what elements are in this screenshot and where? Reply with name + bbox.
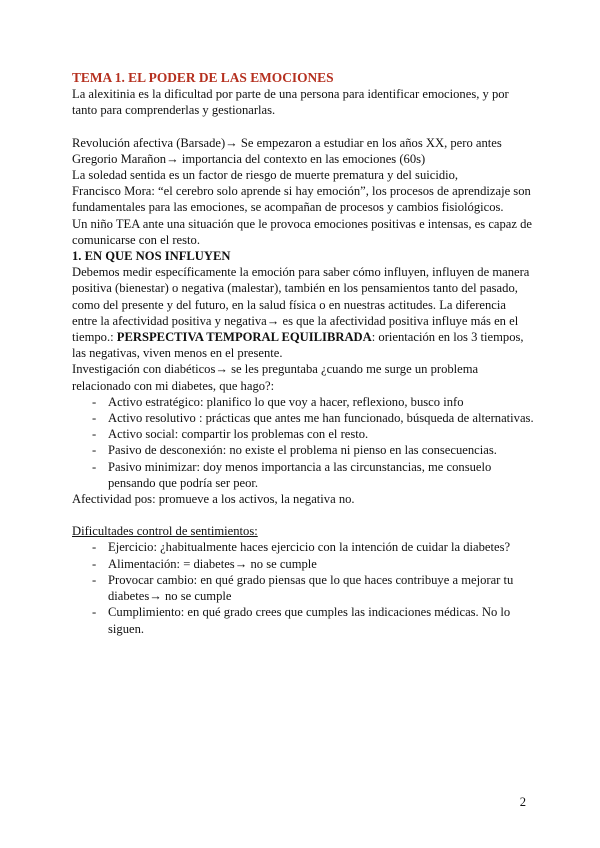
list-item: - Ejercicio: ¿habitualmente haces ejercicio con la intención de cuidar la diabetes? [92, 539, 534, 555]
paragraph-mora: Francisco Mora: “el cerebro solo aprende si hay emoción”, los procesos de aprendizaje son fundamentales para las emociones, se acompañan de procesos y cambios fisiológicos. [72, 184, 531, 215]
list-item: - Alimentación: = diabetes→ no se cumple [92, 556, 534, 572]
list-item: - Cumplimiento: en qué grado crees que cumples las indicaciones médicas. No lo siguen. [92, 604, 534, 636]
section-heading-dificultades: Dificultades control de sentimientos: [72, 524, 258, 539]
intro-paragraph: La alexitinia es la dificultad por parte de una persona para identificar emociones, y por tanto para comprenderlas y gestionarlas. [72, 87, 509, 118]
perspectiva-temporal-term: PERSPECTIVA TEMPORAL EQUILIBRADA [116, 330, 372, 345]
document-title: TEMA 1. EL PODER DE LAS EMOCIONES [72, 70, 334, 85]
section-heading-influyen: 1. EN QUE NOS INFLUYEN [72, 249, 231, 264]
list-item: - Activo estratégico: planifico lo que voy a hacer, reflexiono, busco info [92, 394, 534, 410]
paragraph-influyen-tail: : orientación en los 3 tiempos, las negativas, viven menos en el presente. [72, 330, 524, 361]
paragraph-influyen [72, 264, 534, 361]
strategy-list [72, 394, 534, 491]
spacer [72, 507, 534, 523]
paragraph-influyen-text: Debemos medir específicamente la emoción para saber cómo influyen, influyen de manera positiva (bienestar) o negativa (malestar), también en los pensamientos tanto del pasado, como del presente y del futuro, en la salud física o en nuestras actitudes. La diferencia entre la afectividad positiva y negativa→ es que la afectividad positiva influye más en el tiempo.: [72, 265, 530, 345]
paragraph-soledad: La soledad sentida es un factor de riesgo de muerte prematura y del suicidio, [72, 168, 459, 183]
list-item: - Pasivo minimizar: doy menos importancia a las circunstancias, me consuelo pensando que podría ser peor. [92, 459, 534, 491]
list-item: - Provocar cambio: en qué grado piensas que lo que haces contribuye a mejorar tu diabetes→ no se cumple [92, 572, 534, 604]
paragraph-tea: Un niño TEA ante una situación que le provoca emociones positivas e intensas, es capaz de comunicarse con el resto. [72, 216, 533, 247]
difficulties-list [72, 539, 534, 636]
list-item: - Activo resolutivo : prácticas que antes me han funcionado, búsqueda de alternativas. [92, 410, 534, 426]
list-item: - Pasivo de desconexión: no existe el problema ni pienso en las consecuencias. [92, 442, 534, 458]
paragraph-revolucion: Revolución afectiva (Barsade)→ Se empezaron a estudiar en los años XX, pero antes Gregorio Marañon→ importancia del contexto en las emociones (60s) [72, 135, 502, 166]
spacer [72, 119, 534, 135]
page-content [72, 70, 534, 637]
paragraph-diabeticos: Investigación con diabéticos→ se les preguntaba ¿cuando me surge un problema relacionado con mi diabetes, que hago?: [72, 362, 479, 393]
page-number: 2 [519, 795, 526, 809]
list-item: - Activo social: compartir los problemas con el resto. [92, 426, 534, 442]
paragraph-afectividad: Afectividad pos: promueve a los activos, la negativa no. [72, 492, 355, 507]
